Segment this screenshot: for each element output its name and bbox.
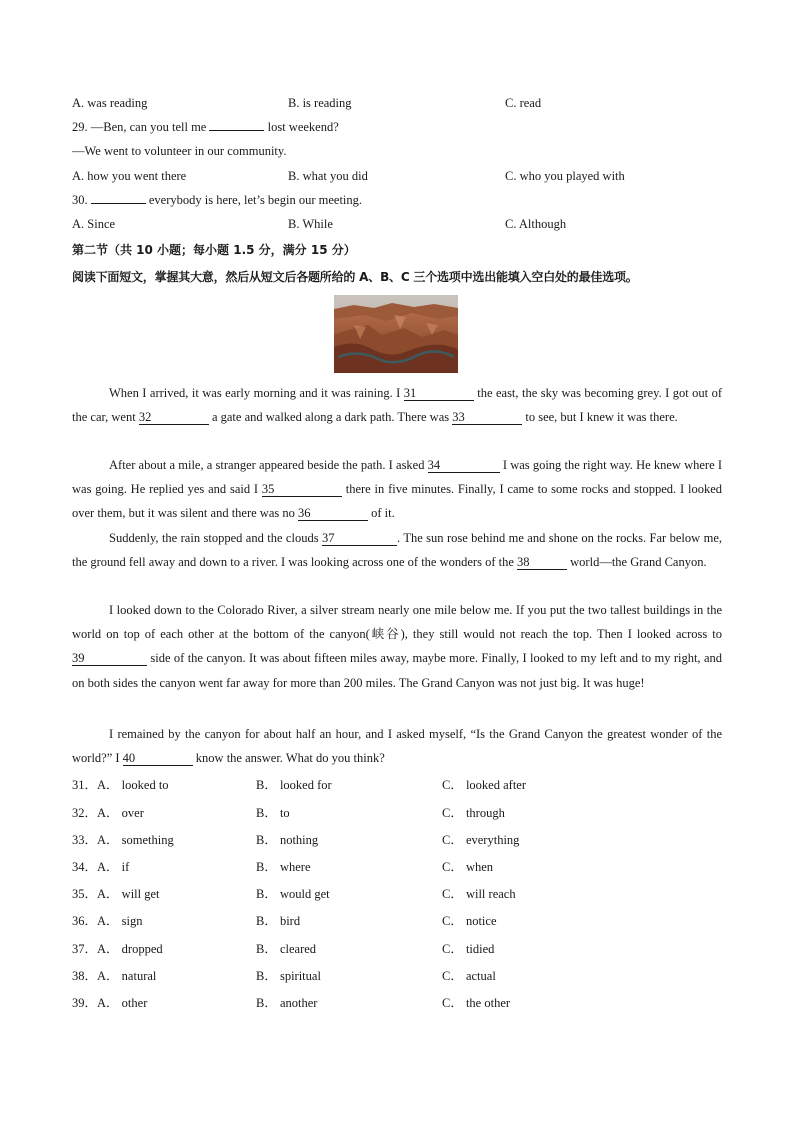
blank-38: 38 — [517, 556, 567, 570]
option-c: C． looked after — [442, 778, 527, 792]
option-b: B． nothing — [256, 833, 319, 847]
option-a: A． something — [97, 833, 174, 847]
option-b: B． would get — [256, 887, 330, 901]
option-a: A． natural — [97, 969, 157, 983]
q29-option-b: B. what you did — [288, 169, 368, 183]
option-b: B． where — [256, 860, 311, 874]
option-row-34: 34．A． if — [72, 860, 130, 874]
blank-31: 31 — [404, 387, 474, 401]
option-row-39: 39．A． other — [72, 996, 148, 1010]
option-c: C． actual — [442, 969, 496, 983]
option-a: A． sign — [97, 914, 143, 928]
option-c: C． tidied — [442, 942, 495, 956]
passage-paragraph-4: I looked down to the Colorado River, a silver stream nearly one mile below me. If you put the two tallest buildings in the world on top of each other at the bottom of the canyon(峡谷), they still would not reach the top. Then I looked across to 39 side of the canyon. It was about fifteen miles away, maybe more. Finally, I looked to my left and to my right, and on both sides the canyon went far away for more than 200 miles. The Grand Canyon was not just big. It was huge! — [72, 603, 722, 690]
option-c: C． the other — [442, 996, 511, 1010]
q28-option-c: C. read — [505, 96, 542, 110]
blank-34: 34 — [428, 459, 500, 473]
blank-40: 40 — [123, 752, 193, 766]
passage-paragraph-5: I remained by the canyon for about half an hour, and I asked myself, “Is the Grand Canyon the greatest wonder of the world?” I 40 know the answer. What do you think? — [72, 727, 722, 766]
option-row-36: 36．A． sign — [72, 914, 143, 928]
option-a: A． other — [97, 996, 148, 1010]
q29-reply: —We went to volunteer in our community. — [72, 144, 287, 158]
q30-stem: 30. everybody is here, let’s begin our meeting. — [72, 193, 363, 207]
option-a: A． if — [97, 860, 130, 874]
option-a: A． over — [97, 806, 144, 820]
blank-36: 36 — [298, 507, 368, 521]
q28-option-b: B. is reading — [288, 96, 352, 110]
option-row-32: 32．A． over — [72, 806, 144, 820]
q29-option-c: C. who you played with — [505, 169, 625, 183]
q30-option-c: C. Although — [505, 217, 567, 231]
option-b: B． spiritual — [256, 969, 321, 983]
option-row-35: 35．A． will get — [72, 887, 160, 901]
option-c: C． notice — [442, 914, 497, 928]
grand-canyon-photo — [334, 295, 458, 373]
q29-stem: 29. —Ben, can you tell me lost weekend? — [72, 120, 339, 134]
passage-paragraph-1: When I arrived, it was early morning and it was raining. I 31 the east, the sky was becoming grey. I got out of the car, went 32 a gate and walked along a dark path. There was 33 to see, but I knew it was there. — [72, 386, 722, 425]
option-row-33: 33．A． something — [72, 833, 174, 847]
option-row-31: 31．A． looked to — [72, 778, 169, 792]
option-c: C． will reach — [442, 887, 516, 901]
passage-paragraph-3: Suddenly, the rain stopped and the clouds 37 . The sun rose behind me and shone on the rocks. Far below me, the ground fell away and down to a river. I was looking across one of the wonders of the 38 world—the Grand Canyon. — [72, 531, 722, 570]
q30-option-a: A. Since — [72, 217, 116, 231]
option-row-38: 38．A． natural — [72, 969, 157, 983]
section-instruction: 阅读下面短文，掌握其大意，然后从短文后各题所给的 A、B、C 三个选项中选出能填入空白处的最佳选项。 — [72, 270, 638, 284]
blank-33: 33 — [452, 411, 522, 425]
section-heading: 第二节（共 10 小题；每小题 1.5 分，满分 15 分） — [72, 243, 356, 257]
option-a: A． will get — [97, 887, 160, 901]
q30-blank — [91, 203, 146, 204]
q29-blank — [209, 130, 264, 131]
option-c: C． through — [442, 806, 505, 820]
blank-39: 39 — [72, 652, 147, 666]
option-row-37: 37．A． dropped — [72, 942, 163, 956]
blank-37: 37 — [322, 532, 397, 546]
option-b: B． bird — [256, 914, 301, 928]
option-b: B． to — [256, 806, 290, 820]
option-b: B． another — [256, 996, 318, 1010]
passage-paragraph-2: After about a mile, a stranger appeared beside the path. I asked 34 I was going the right way. He knew where I was going. He replied yes and said I 35 there in five minutes. Finally, I came to some rocks and stopped. I looked over them, but it was silent and there was no 36 of it. — [72, 458, 722, 521]
option-a: A． dropped — [97, 942, 163, 956]
q28-option-a: A. was reading — [72, 96, 148, 110]
q30-option-b: B. While — [288, 217, 333, 231]
blank-32: 32 — [139, 411, 209, 425]
q29-option-a: A. how you went there — [72, 169, 187, 183]
blank-35: 35 — [262, 483, 342, 497]
option-a: A． looked to — [97, 778, 169, 792]
option-b: B． cleared — [256, 942, 317, 956]
option-c: C． when — [442, 860, 494, 874]
option-c: C． everything — [442, 833, 520, 847]
option-b: B． looked for — [256, 778, 332, 792]
